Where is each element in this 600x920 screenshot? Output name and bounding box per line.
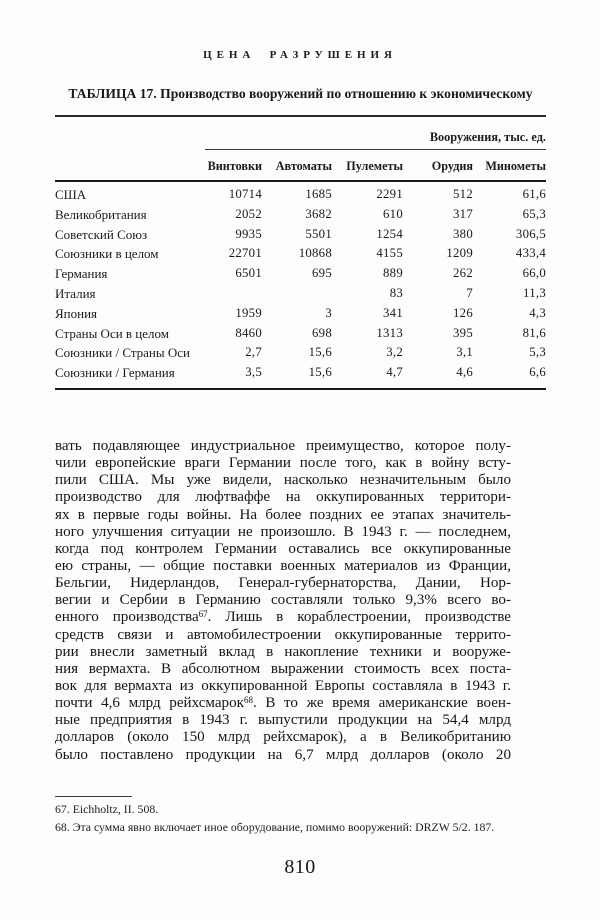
table-cell: 610 — [383, 206, 403, 221]
table-body — [55, 182, 546, 390]
table-cell: 512 — [453, 187, 473, 201]
text-line: ния вермахта. В абсолютном выражении стоимость всех поста- — [55, 660, 511, 677]
table-cell — [262, 284, 332, 304]
table-cell: 2,7 — [245, 345, 262, 360]
table-cell: 698 — [312, 325, 332, 340]
table-cell: 1254 — [376, 226, 403, 241]
footnote-separator — [55, 796, 132, 797]
row-label: Италия — [55, 285, 96, 301]
table-cell: 6,6 — [529, 365, 546, 380]
text-line: вать подавляющее индустриальное преимущество, которое полу- — [55, 438, 511, 454]
table-cell: 3 — [325, 305, 332, 320]
table-cell: 65,3 — [522, 206, 546, 221]
table-cell: 126 — [453, 305, 473, 320]
text-line: пили США. Мы уже видели, насколько незначительным было — [55, 472, 511, 489]
table-cell: 6501 — [235, 266, 262, 281]
table-cell: 695 — [312, 266, 332, 281]
table-cell: 380 — [453, 226, 473, 241]
table-cell: 22701 — [228, 246, 262, 261]
table-caption: ТАБЛИЦА 17. Производство вооружений по отношению к экономическому — [68, 86, 533, 101]
table-cell: 81,6 — [522, 325, 546, 340]
table-cell: 2291 — [376, 187, 403, 201]
table-cell: 3,2 — [386, 345, 403, 360]
row-label: Союзники / Германия — [55, 365, 175, 381]
footnote: 68. Эта сумма явно включает иное оборудование, помимо вооружений: DRZW 5/2. 187. — [55, 819, 495, 834]
table-cell: 1959 — [235, 305, 262, 320]
text-line: ные предприятия в 1943 г. выпустили продукции на 54,4 млрд — [55, 712, 511, 729]
footnote: 67. Eichholtz, II. 508. — [55, 802, 159, 816]
table-row — [55, 205, 546, 225]
table-cell: 5501 — [305, 226, 332, 241]
table-cell: 4,7 — [386, 365, 403, 380]
table-row — [55, 304, 546, 324]
table-cell: 7 — [466, 285, 473, 300]
text-line: ях в первые годы войны. На более поздних ее этапах значитель- — [55, 506, 511, 523]
footnote-ref: 67 — [198, 609, 208, 620]
footnotes — [55, 801, 525, 836]
table-cell: 66,0 — [522, 266, 546, 281]
table-cell: 83 — [389, 285, 403, 300]
text-line: вегии и Сербии в Германию составляли только 9,3% всего во- — [55, 592, 511, 609]
table-row — [55, 363, 546, 383]
table-cell: 889 — [383, 266, 403, 281]
table-cell: 341 — [383, 305, 403, 320]
table-unit-label: Вооружения, тыс. ед. — [205, 117, 546, 150]
text-line: енного производства$^{67}$. Лишь в кораблестроении, производстве — [55, 609, 511, 626]
table-header-row — [55, 150, 546, 182]
row-label: Япония — [55, 305, 98, 321]
text-line: средств связи и автомобилестроении оккупированные террито- — [55, 626, 511, 643]
table-cell: 2052 — [235, 206, 262, 221]
armaments-table — [55, 115, 546, 390]
table-cell — [205, 284, 262, 304]
table-cell: 5,3 — [529, 345, 546, 360]
footnote-ref: 68 — [244, 695, 253, 706]
table-cell: 1685 — [305, 187, 332, 201]
table-row — [55, 185, 546, 205]
text-line: рии внесли заметный вклад в накопление техники и вооруже- — [55, 643, 511, 660]
row-label: Союзники / Страны Оси — [55, 345, 190, 361]
table-cell: 4,3 — [529, 305, 546, 320]
table-cell: 10714 — [228, 187, 262, 201]
table-cell: 395 — [453, 325, 473, 340]
table-cell: 3,1 — [456, 345, 473, 360]
text-line: Бельгии, Нидерландов, Генерал-губернаторства, Дании, Нор- — [55, 575, 511, 592]
table-spanner-row — [55, 117, 546, 150]
table-row — [55, 284, 546, 304]
running-head: ЦЕНА РАЗРУШЕНИЯ — [203, 49, 397, 61]
table-row — [55, 264, 546, 284]
row-label: Германия — [55, 266, 108, 282]
table-cell: 1209 — [446, 246, 473, 261]
column-header: Винтовки — [207, 159, 262, 173]
table-cell: 8460 — [235, 325, 262, 340]
row-label: Союзники в целом — [55, 246, 159, 262]
table-cell: 11,3 — [523, 285, 546, 300]
table-cell: 262 — [453, 266, 473, 281]
table-cell: 3,5 — [245, 365, 262, 380]
table-cell: 61,6 — [522, 187, 546, 201]
column-header: Орудия — [431, 159, 473, 173]
table-row — [55, 225, 546, 245]
column-header: Автоматы — [275, 159, 332, 173]
column-header: Пулеметы — [346, 159, 403, 173]
text-line: долларов (около 150 млрд рейхсмарок), а в Великобританию — [55, 729, 511, 746]
body-text — [55, 438, 511, 764]
table-cell: 4155 — [376, 246, 403, 261]
row-label: Страны Оси в целом — [55, 325, 169, 341]
table-cell: 433,4 — [515, 246, 546, 261]
row-label: США — [55, 187, 87, 202]
row-label: Великобритания — [55, 206, 147, 222]
page-number: 810 — [284, 856, 316, 878]
text-line: было поставлено продукции на 6,7 млрд долларов (около 20 — [55, 746, 511, 763]
table-cell: 15,6 — [308, 345, 332, 360]
row-label: Советский Союз — [55, 226, 148, 242]
table-row — [55, 244, 546, 264]
table-cell: 9935 — [235, 226, 262, 241]
spanner-gap — [55, 117, 205, 150]
text-line: ного улучшения ситуации не произошло. В 1943 г. — последнем, — [55, 523, 511, 540]
table-row — [55, 324, 546, 344]
text-line: производство для люфтваффе на оккупированных территори- — [55, 489, 511, 506]
table-cell: 10868 — [298, 246, 332, 261]
table-cell: 306,5 — [515, 226, 546, 241]
table-cell: 3682 — [305, 206, 332, 221]
table-cell: 4,6 — [456, 365, 473, 380]
text-line: чили европейские враги Германии после того, как в войну всту- — [55, 455, 511, 472]
table-cell: 15,6 — [308, 365, 332, 380]
text-line: ею страны, — общие поставки военных материалов из Франции, — [55, 557, 511, 574]
text-line: почти 4,6 млрд рейхсмарок$^{68}$. В то же время американские воен- — [55, 695, 512, 712]
text-line: вок для вермахта из оккупированной Европы составляла в 1943 г. — [55, 677, 511, 694]
text-line: когда под контролем Германии оставались все оккупированные — [55, 540, 511, 557]
column-header: Минометы — [485, 159, 546, 173]
table-row — [55, 343, 546, 363]
table-cell: 1313 — [376, 325, 403, 340]
table-cell: 317 — [453, 206, 473, 221]
